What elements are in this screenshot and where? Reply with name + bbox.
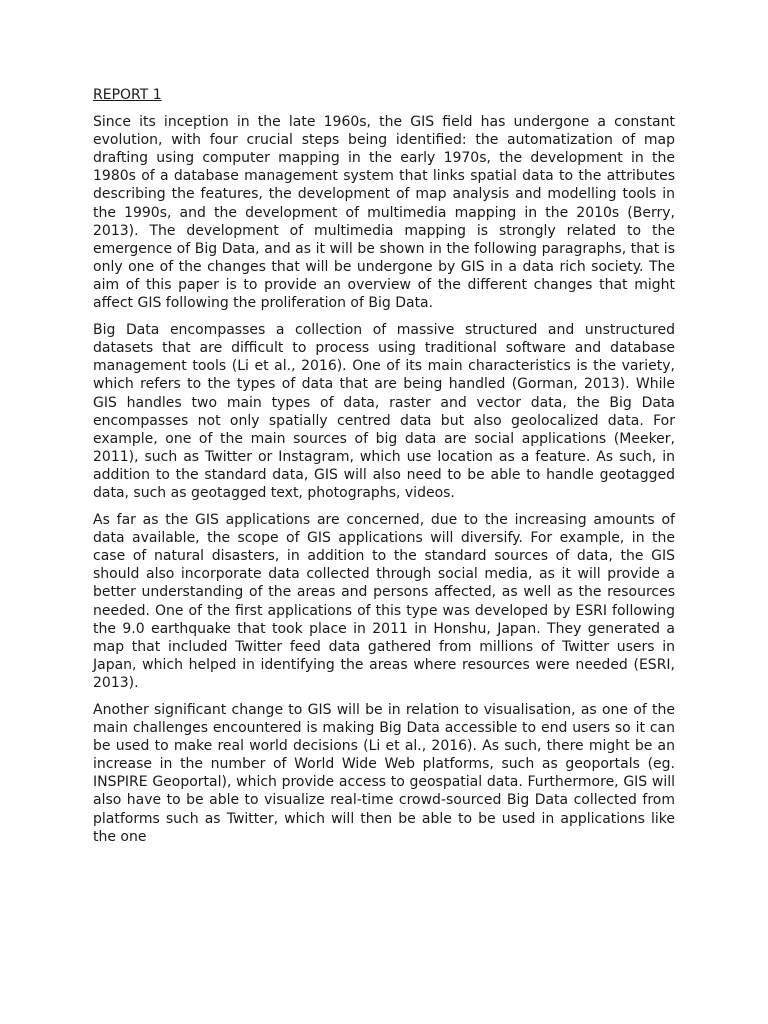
paragraph-visualisation: Another significant change to GIS will be in relation to visualisation, as one of the main challenges encountered is making Big Data accessible to end users so it can be used to make real world decisions (Li et al., 2016). As such, there might be an increase in the number of World Wide Web platforms, such as geoportals (eg. INSPIRE Geoportal), which provide access to geospatial data. Furthermore, GIS will also have to be able to visualize real-time crowd-sourced Big Data collected from platforms such as Twitter, which will then be able to be used in applications like the one (93, 702, 675, 845)
document-body (93, 86, 675, 855)
paragraph-big-data: Big Data encompasses a collection of massive structured and unstructured datasets that are difficult to process using traditional software and database management tools (Li et al., 2016). One of its main characteristics is the variety, which refers to the types of data that are being handled (Gorman, 2013). While GIS handles two main types of data, raster and vector data, the Big Data encompasses not only spatially centred data but also geolocalized data. For example, one of the main sources of big data are social applications (Meeker, 2011), such as Twitter or Instagram, which use location as a feature. As such, in addition to the standard data, GIS will also need to be able to handle geotagged data, such as geotagged text, photographs, videos. (93, 322, 675, 501)
paragraph-intro: Since its inception in the late 1960s, the GIS field has undergone a constant evolution, with four crucial steps being identified: the automatization of map drafting using computer mapping in the early 1970s, the development in the 1980s of a database management system that links spatial data to the attributes describing the features, the development of map analysis and modelling tools in the 1990s, and the development of multimedia mapping in the 2010s (Berry, 2013). The development of multimedia mapping is strongly related to the emergence of Big Data, and as it will be shown in the following paragraphs, that is only one of the changes that will be undergone by GIS in a data rich society. The aim of this paper is to provide an overview of the different changes that might affect GIS following the proliferation of Big Data. (93, 114, 675, 312)
report-title: REPORT 1 (93, 87, 162, 103)
paragraph-gis-applications: As far as the GIS applications are concerned, due to the increasing amounts of data available, the scope of GIS applications will diversify. For example, in the case of natural disasters, in addition to the standard sources of data, the GIS should also incorporate data collected through social media, as it will provide a better understanding of the areas and persons affected, as well as the resources needed. One of the first applications of this type was developed by ESRI following the 9.0 earthquake that took place in 2011 in Honshu, Japan. They generated a map that included Twitter feed data gathered from millions of Twitter users in Japan, which helped in identifying the areas where resources were needed (ESRI, 2013). (93, 512, 675, 691)
